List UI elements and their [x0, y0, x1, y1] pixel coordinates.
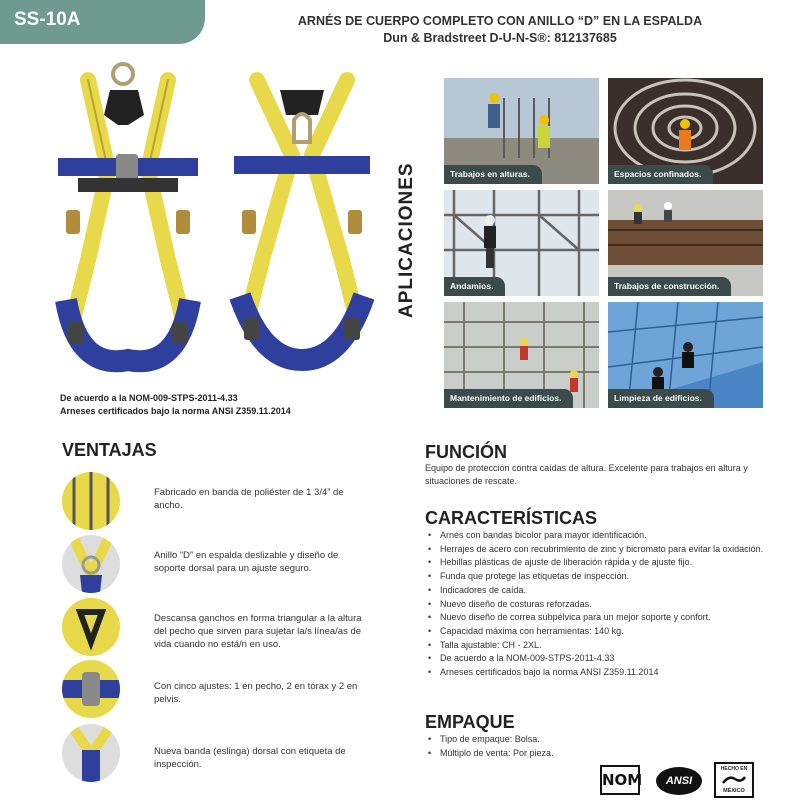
ventajas-title: VENTAJAS	[62, 440, 157, 460]
caracteristica-item: • Capacidad máxima con herramientas: 140 kg.	[428, 625, 768, 639]
ventaja-5: Nueva banda (eslinga) dorsal con etiqueta de inspección.	[154, 746, 346, 770]
product-title: ARNÉS DE CUERPO COMPLETO CON ANILLO “D” EN LA ESPALDA	[297, 14, 703, 28]
ventaja-2: Anillo “D” en espalda deslizable y diseño de soporte dorsal para un ajuste seguro.	[154, 550, 339, 574]
ventaja-4: Con cinco ajustes: 1 en pecho, 2 en tórax y 2 en pelvis.	[154, 681, 358, 705]
photo-espacios-confinados	[608, 78, 763, 184]
photo-limpieza-edificios	[608, 302, 763, 408]
caracteristica-item: • Indicadores de caída.	[428, 584, 768, 598]
caracteristica-item: • Herrajes de acero con recubrimiento de zinc y bicromato para evitar la oxidación.	[428, 543, 768, 557]
hecho-en-mexico-logo: HECHO EN MÉXICO	[714, 762, 754, 798]
caption-andamios: Andamios.	[444, 277, 505, 296]
funcion-title: FUNCIÓN	[425, 442, 507, 462]
caption-limpieza-edificios: Limpieza de edificios.	[608, 389, 714, 408]
photo-trabajos-construccion	[608, 190, 763, 296]
harness-back-image	[222, 60, 382, 378]
caracteristica-item: • Hebillas plásticas de ajuste de liberación rápida y de ajuste fijo.	[428, 556, 768, 570]
harness-front-image	[48, 60, 208, 378]
caracteristica-item: • Arneses certificados bajo la norma ANSI Z359.11.2014	[428, 666, 768, 680]
ventaja-1: Fabricado en banda de poliéster de 1 3/4” de ancho.	[154, 487, 344, 511]
product-code-tab	[0, 0, 205, 44]
thumb-triangle-hooks	[62, 598, 120, 656]
caracteristica-item: • Nuevo diseño de costuras reforzadas.	[428, 598, 768, 612]
ansi-logo: ANSI	[656, 767, 702, 795]
caracteristicas-list	[428, 529, 768, 680]
thumb-d-ring	[62, 535, 120, 593]
funcion-text: Equipo de protección contra caídas de altura. Excelente para trabajos en altura y situaciones de rescate.	[425, 463, 748, 486]
certification-ansi: Arneses certificados bajo la norma ANSI Z359.11.2014	[60, 406, 291, 416]
thumb-polyester-webbing	[62, 472, 120, 530]
caracteristica-item: • Arnés con bandas bicolor para mayor identificación.	[428, 529, 768, 543]
caracteristica-item: • Funda que protege las etiquetas de inspección.	[428, 570, 768, 584]
caption-mantenimiento-edificios: Mantenimiento de edificios.	[444, 389, 573, 408]
photo-andamios	[444, 190, 599, 296]
caracteristica-item: • Nuevo diseño de correa subpélvica para un mejor soporte y confort.	[428, 611, 768, 625]
thumb-adjustments	[62, 660, 120, 718]
caption-espacios-confinados: Espacios confinados.	[608, 165, 713, 184]
ventaja-3: Descansa ganchos en forma triangular a la altura del pecho que sirven para sujetar la/s línea/as de vida cuando no está/n en uso.	[154, 613, 362, 650]
thumb-dorsal-strap	[62, 724, 120, 782]
photo-trabajos-alturas	[444, 78, 599, 184]
aplicaciones-title: APLICACIONES	[396, 162, 417, 318]
nom-logo: NOM	[600, 765, 640, 795]
duns-number: Dun & Bradstreet D-U-N-S®: 812137685	[383, 31, 617, 45]
product-code: SS-10A	[14, 9, 81, 30]
empaque-item: • Tipo de empaque: Bolsa.	[428, 733, 768, 747]
caption-trabajos-alturas: Trabajos en alturas.	[444, 165, 542, 184]
photo-mantenimiento-edificios	[444, 302, 599, 408]
caption-trabajos-construccion: Trabajos de construcción.	[608, 277, 731, 296]
empaque-list	[428, 733, 768, 760]
caracteristica-item: • De acuerdo a la NOM-009-STPS-2011-4.33	[428, 652, 768, 666]
caracteristica-item: • Talla ajustable: CH - 2XL.	[428, 639, 768, 653]
certification-nom: De acuerdo a la NOM-009-STPS-2011-4.33	[60, 393, 238, 403]
empaque-item: • Múltiplo de venta: Por pieza.	[428, 747, 768, 761]
empaque-title: EMPAQUE	[425, 712, 515, 732]
caracteristicas-title: CARACTERÍSTICAS	[425, 508, 598, 528]
